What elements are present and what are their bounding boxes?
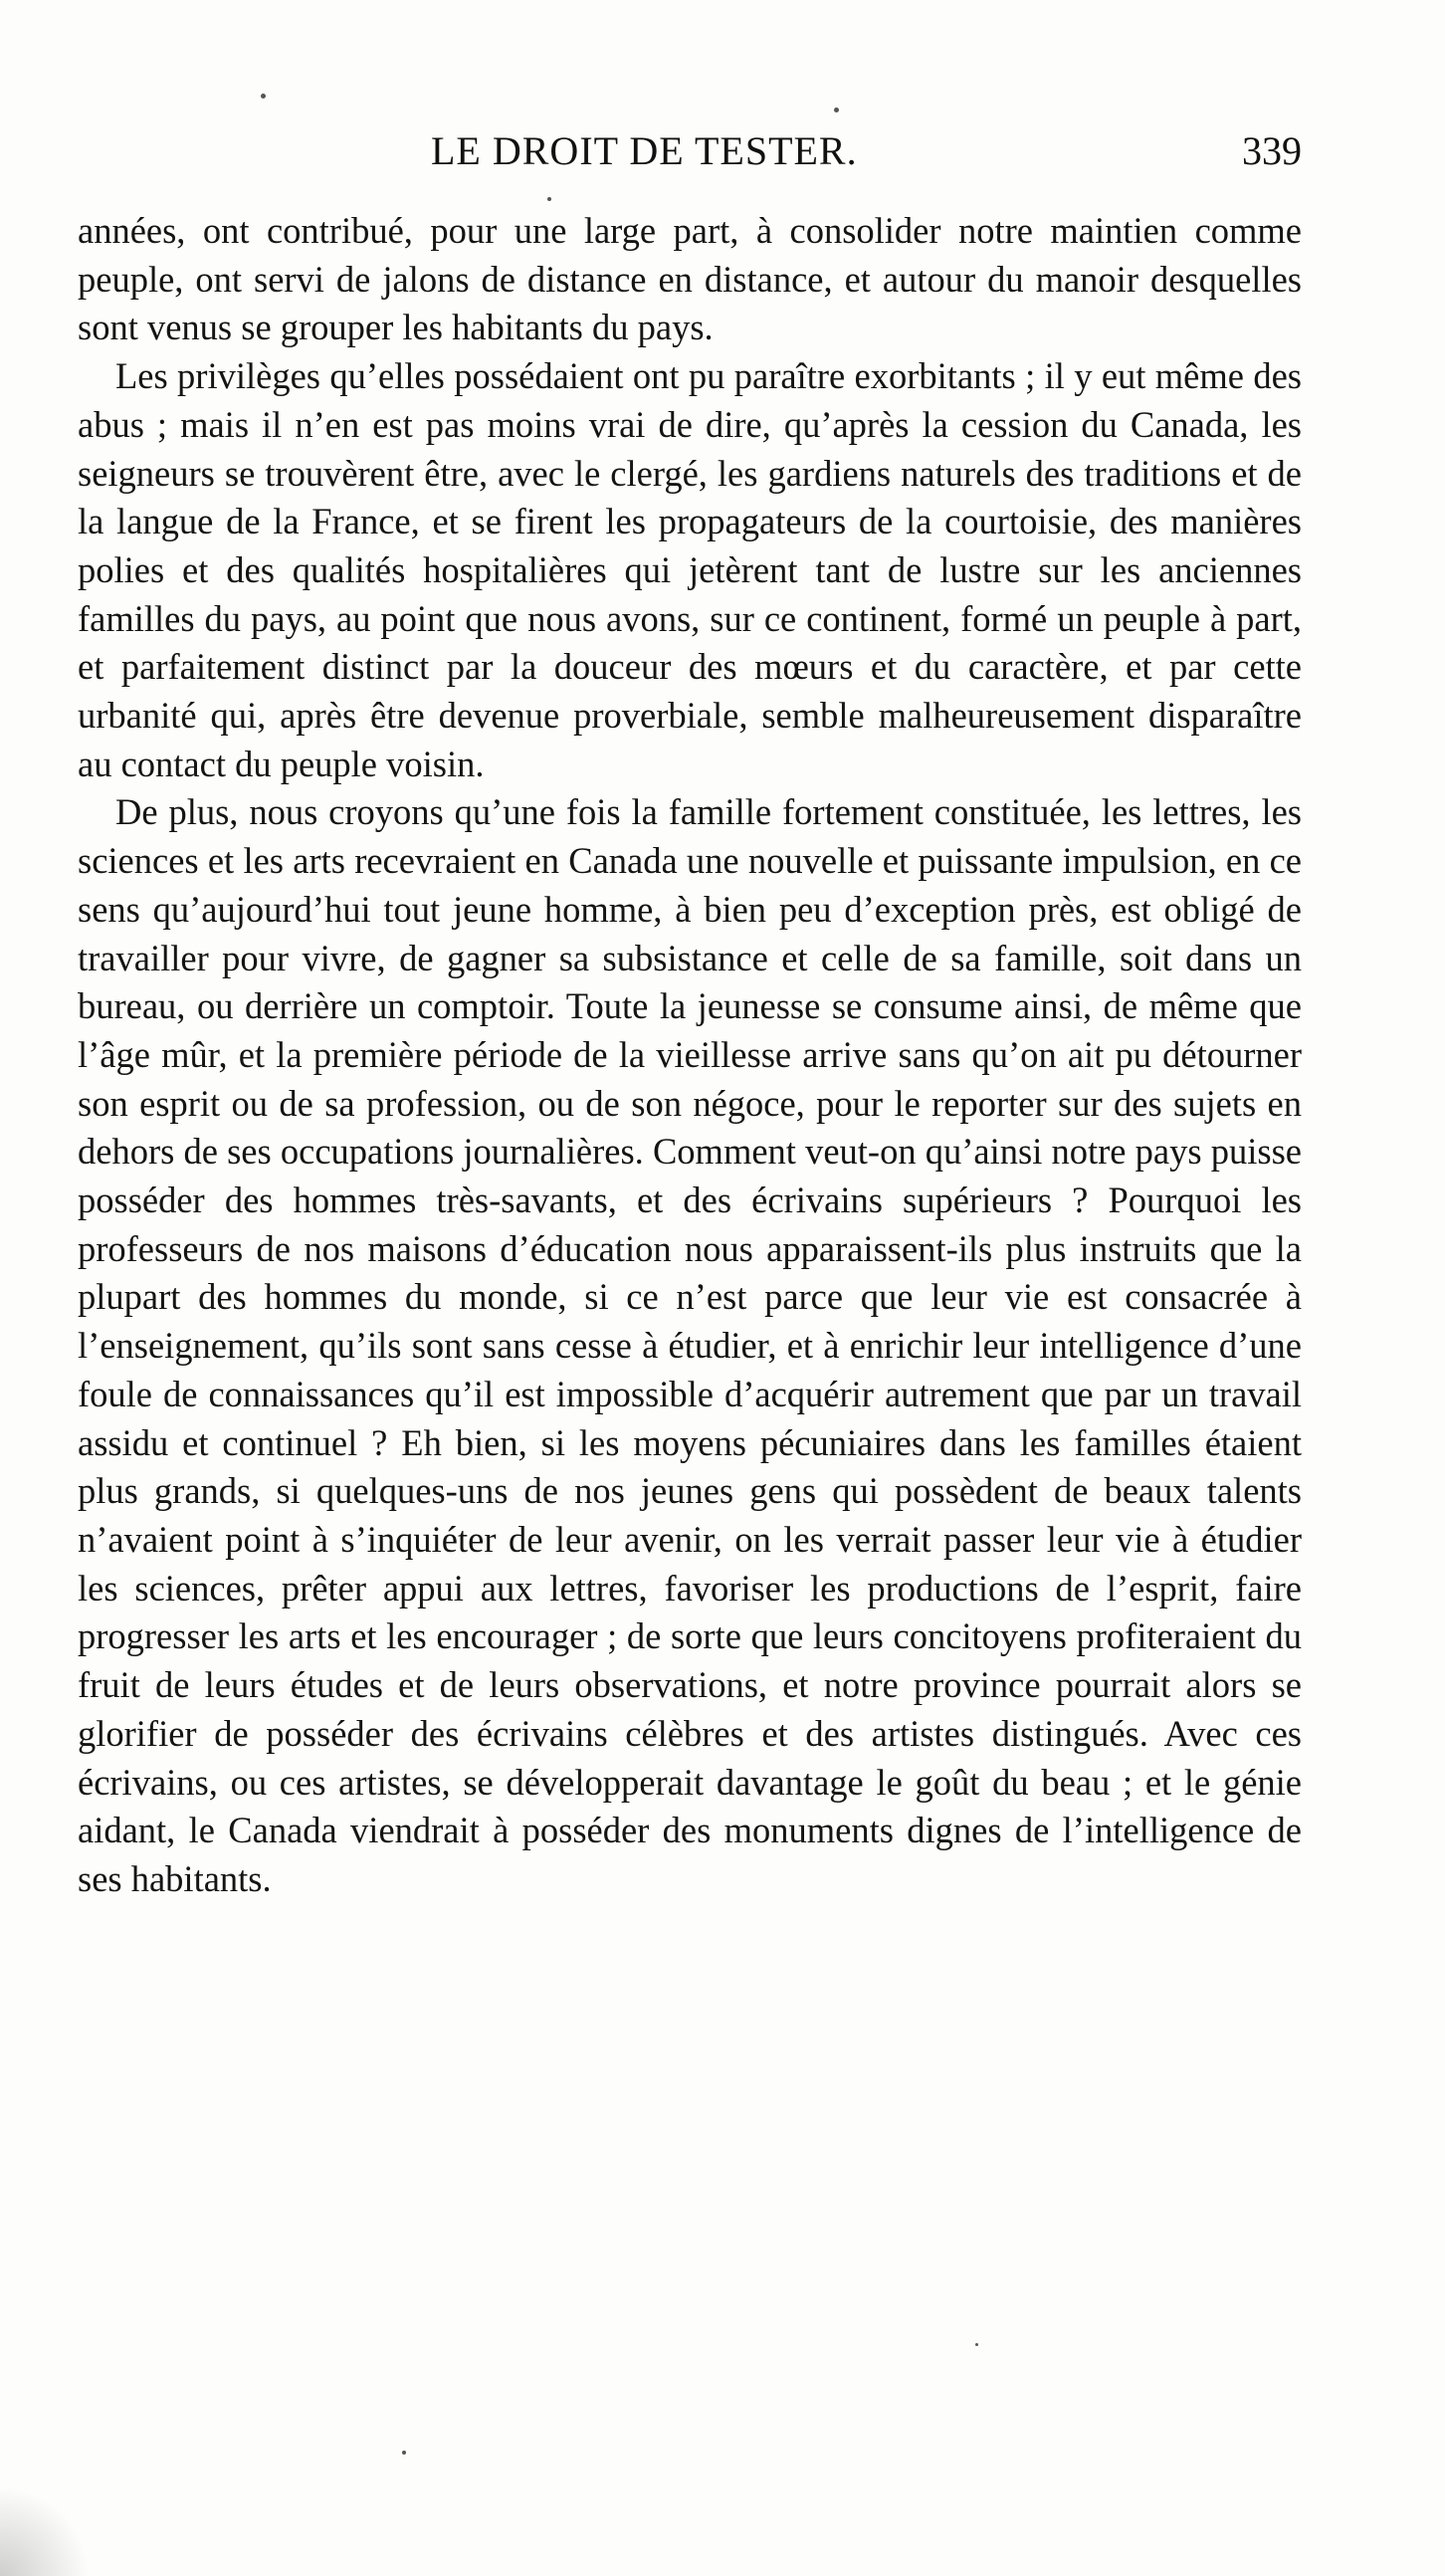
paragraph: années, ont contribué, pour une large part, à consolider notre maintien comme peuple, ont servi de jalons de distance en distance, et autour du manoir desquelles sont venus se grouper les habitants du pays. — [78, 210, 1302, 348]
paragraph: De plus, nous croyons qu’une fois la famille fortement constituée, les lettres, les sciences et les arts recevraient en Canada une nouvelle et puissante impulsion, en ce sens qu’aujourd’hui tout jeune homme, à bien peu d’exception près, est obligé de travailler pour vivre, de gagner sa subsistance et celle de sa famille, soit dans un bureau, ou derrière un comptoir. Toute la jeunesse se consume ainsi, de même que l’âge mûr, et la première période de la vieillesse arrive sans qu’on ait pu détourner son esprit ou de sa profession, ou de son négoce, pour le reporter sur des sujets en dehors de ses occupations journalières. Comment veut-on qu’ainsi notre pays puisse posséder des hommes très-savants, et des écrivains supérieurs ? Pourquoi les professeurs de nos maisons d’éducation nous apparaissent-ils plus instruits que la plupart des hommes du monde, si ce n’est parce que leur vie est consacrée à l’enseignement, qu’ils sont sans cesse à étudier, et à enrichir leur intelligence d’une foule de connaissances qu’il est impossible d’acquérir autrement que par un travail assidu et continuel ? Eh bien, si les moyens pécuniaires dans les familles étaient plus grands, si quelques-uns de nos jeunes gens qui possèdent de beaux talents n’avaient point à s’inquiéter de leur avenir, on les verrait passer leur vie à étudier les sciences, prêter appui aux lettres, favoriser les productions de l’esprit, faire progresser les arts et les encourager ; de sorte que leurs concitoyens profiteraient du fruit de leurs études et de leurs observations, et notre province pourrait alors se glorifier de posséder des écrivains célèbres et des artistes distingués. Avec ces écrivains, ou ces artistes, se développerait davantage le goût du beau ; et le génie aidant, le Canada viendrait à posséder des monuments dignes de l’intelligence de ses habitants. — [78, 791, 1302, 1899]
ink-speck — [402, 2451, 406, 2455]
paragraph: Les privilèges qu’elles possédaient ont pu paraître exorbitants ; il y eut même des abus ; mais il n’en est pas moins vrai de dire, qu’après la cession du Canada, les seigneurs se trouvèrent être, avec le clergé, les gardiens naturels des traditions et de la langue de la France, et se firent les propagateurs de la courtoisie, des manières polies et des qualités hospitalières qui jetèrent tant de lustre sur les anciennes familles du pays, au point que nous avons, sur ce continent, formé un peuple à part, et parfaitement distinct par la douceur des mœurs et du caractère, et par cette urbanité qui, après être devenue proverbiale, semble malheureusement disparaître au contact du peuple voisin. — [78, 355, 1302, 784]
body-text — [78, 207, 1302, 1904]
page-number: 339 — [1242, 128, 1302, 173]
running-header — [78, 127, 1302, 187]
ink-speck — [261, 94, 266, 99]
ink-speck — [547, 197, 551, 201]
page-edge-shadow — [0, 2486, 90, 2576]
ink-speck — [834, 107, 839, 112]
running-title: LE DROIT DE TESTER. — [431, 128, 858, 173]
ink-speck — [975, 2343, 978, 2346]
